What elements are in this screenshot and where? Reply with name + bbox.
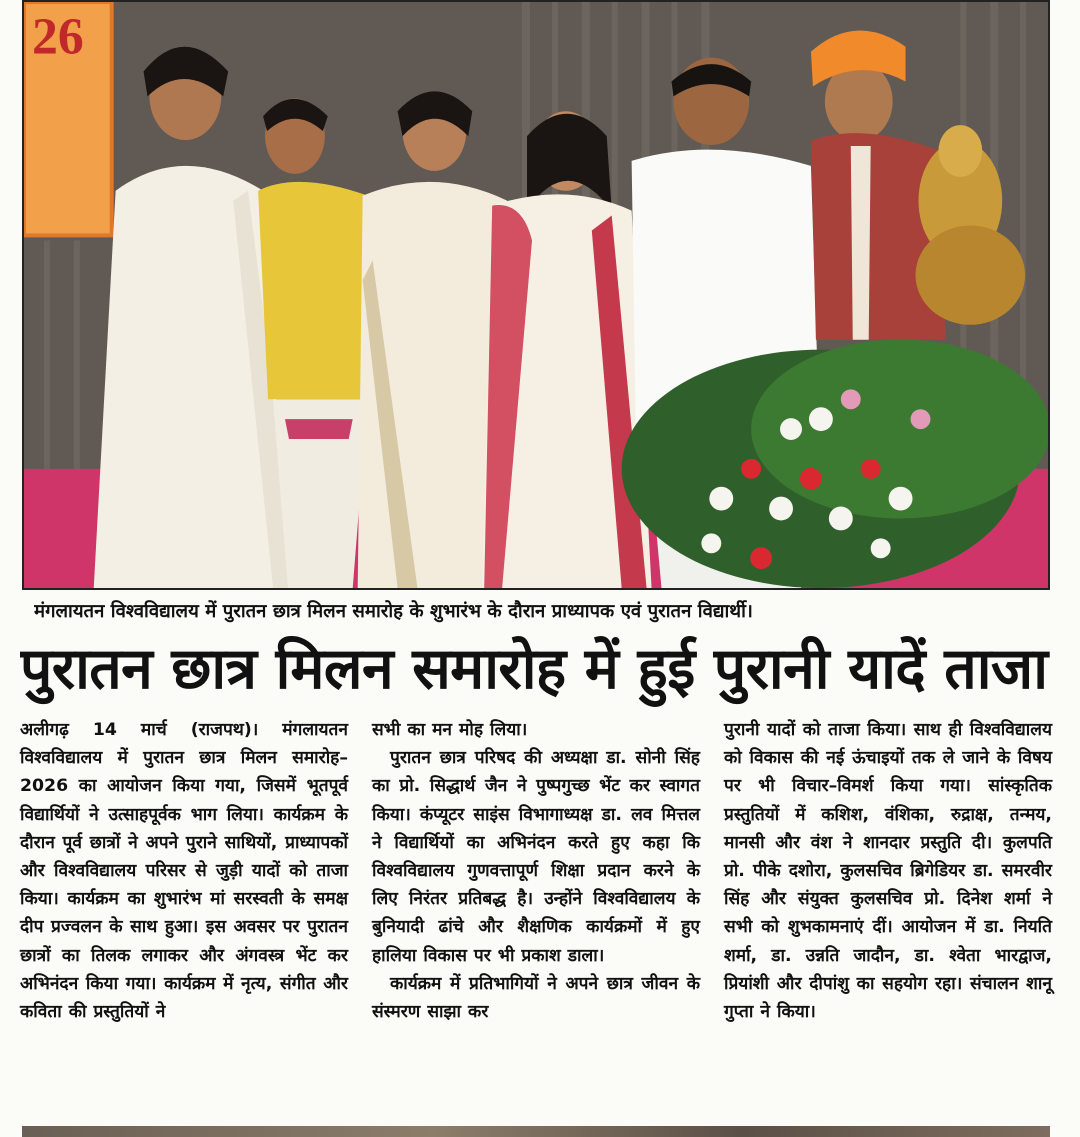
- article-column-2: [372, 716, 700, 1026]
- article-paragraph: कार्यक्रम में प्रतिभागियों ने अपने छात्र जीवन के संस्मरण साझा कर: [372, 973, 700, 1023]
- article-paragraph: पुरातन छात्र परिषद की अध्यक्षा डा. सोनी सिंह का प्रो. सिद्धार्थ जैन ने पुष्पगुच्छ भेंट कर स्वागत किया। कंप्यूटर साइंस विभागाध्यक्ष डा. लव मित्तल ने विद्यार्थियों का अभिनंदन करते हुए कहा कि विश्वविद्यालय गुणवत्तापूर्ण शिक्षा प्रदान करने के लिए निरंतर प्रतिबद्ध है। उन्होंने विश्वविद्यालय के बुनियादी ढांचे और शैक्षणिक कार्यक्रमों में हुए हालिया विकास पर भी प्रकाश डाला।: [372, 748, 700, 966]
- headline: पुरातन छात्र मिलन समारोह में हुई पुरानी यादें ताजा: [20, 636, 1048, 702]
- adjacent-article-edge: [1062, 0, 1080, 1137]
- banner-number: 26: [31, 8, 84, 66]
- article-paragraph: पुरानी यादों को ताजा किया। साथ ही विश्वविद्यालय को विकास की नई ऊंचाइयों तक ले जाने के विषय पर भी विचार–विमर्श किया गया। सांस्कृतिक प्रस्तुतियों में कशिश, वंशिका, रुद्राक्ष, तन्मय, मानसी और वंश ने शानदार प्रस्तुति दी। कुलपति प्रो. पीके दशोरा, कुलसचिव ब्रिगेडियर डा. समरवीर सिंह और संयुक्त कुलसचिव प्रो. दिनेश शर्मा ने सभी को शुभकामनाएं दीं। आयोजन में डा. नियति शर्मा, डा. उन्नति जादौन, डा. श्वेता भारद्वाज, प्रियांशी और दीपांशु का सहयोग रहा। संचालन शानू गुप्ता ने किया।: [724, 720, 1052, 1023]
- article-column-3: [724, 716, 1052, 1026]
- article-paragraph: अलीगढ़ 14 मार्च (राजपथ)। मंगलायतन विश्वविद्यालय में पुरातन छात्र मिलन समारोह–2026 का आयोजन किया गया, जिसमें भूतपूर्व विद्यार्थियों ने उत्साहपूर्वक भाग लिया। कार्यक्रम के दौरान पूर्व छात्रों ने अपने पुराने साथियों, प्राध्यापकों और विश्वविद्यालय परिसर से जुड़ी यादों को ताजा किया। कार्यक्रम का शुभारंभ मां सरस्वती के समक्ष दीप प्रज्वलन के साथ हुआ। इस अवसर पर पुरातन छात्रों का तिलक लगाकर और अंगवस्त्र भेंट कर अभिनंदन किया गया। कार्यक्रम में नृत्य, संगीत और कविता की प्रस्तुतियों ने: [20, 720, 348, 1023]
- event-photo-illustration: [24, 2, 1048, 588]
- event-photo: [22, 0, 1050, 590]
- article-column-1: [20, 716, 348, 1026]
- article-paragraph: सभी का मन मोह लिया।: [372, 720, 528, 740]
- photo-caption: मंगलायतन विश्वविद्यालय में पुरातन छात्र मिलन समारोह के शुभारंभ के दौरान प्राध्यापक एवं पुरातन विद्यार्थी।: [34, 601, 753, 622]
- next-photo-edge: [22, 1126, 1050, 1137]
